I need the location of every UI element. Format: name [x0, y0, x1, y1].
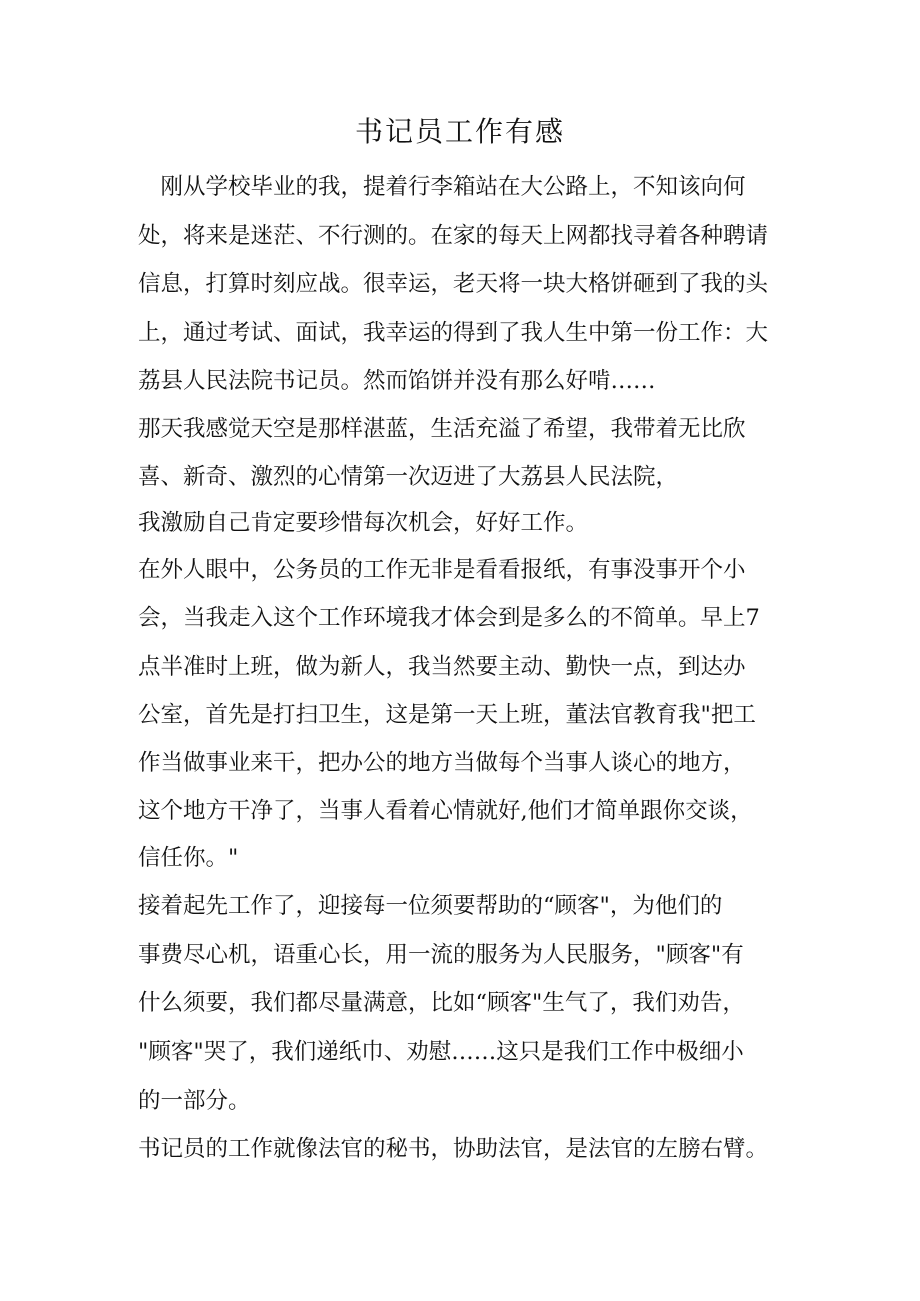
text-line: 信息，打算时刻应战。很幸运，老天将一块大格饼砸到了我的头	[138, 271, 769, 297]
text-line: 上，通过考试、面试，我幸运的得到了我人生中第一份工作：大	[138, 320, 769, 346]
text-line: 点半准时上班，做为新人，我当然要主动、勤快一点，到达办	[138, 654, 746, 680]
text-line: 会，当我走入这个工作环境我才体会到是多么的不简单。早上7	[138, 605, 760, 631]
text-line: 处，将来是迷茫、不行测的。在家的每天上网都找寻着各种聘请	[138, 223, 769, 249]
text-line: 事费尽心机，语重心长，用一流的服务为人民服务，"顾客"有	[138, 942, 744, 968]
text-line: 的一部分。	[138, 1088, 251, 1114]
text-line: 那天我感觉天空是那样湛蓝，生活充溢了希望，我带着无比欣	[138, 416, 746, 442]
text-line: 作当做事业来干，把办公的地方当做每个当事人谈心的地方，	[138, 750, 746, 776]
text-line: 刚从学校毕业的我，提着行李箱站在大公路上，不知该向何	[138, 174, 746, 200]
text-line: 我激励自己肯定要珍惜每次机会，好好工作。	[138, 510, 589, 536]
text-line: "顾客"哭了，我们递纸巾、劝慰……这只是我们工作中极细小	[138, 1039, 744, 1065]
text-line: 公室，首先是打扫卫生，这是第一天上班，董法官教育我"把工	[138, 702, 756, 728]
text-line: 信任你。"	[138, 845, 239, 871]
document-title: 书记员工作有感	[354, 115, 565, 148]
text-line: 喜、新奇、激烈的心情第一次迈进了大荔县人民法院，	[138, 464, 679, 490]
text-line: 荔县人民法院书记员。然而馅饼并没有那么好啃……	[138, 368, 656, 394]
text-line: 书记员的工作就像法官的秘书，协助法官，是法官的左膀右臂。	[138, 1136, 769, 1162]
text-line: 这个地方干净了，当事人看着心情就好,他们才简单跟你交谈，	[138, 798, 753, 824]
text-line: 接着起先工作了，迎接每一位须要帮助的“顾客"，为他们的	[138, 893, 723, 919]
text-line: 在外人眼中，公务员的工作无非是看看报纸，有事没事开个小	[138, 557, 746, 583]
text-line: 什么须要，我们都尽量满意，比如“顾客"生气了，我们劝告，	[138, 990, 745, 1016]
